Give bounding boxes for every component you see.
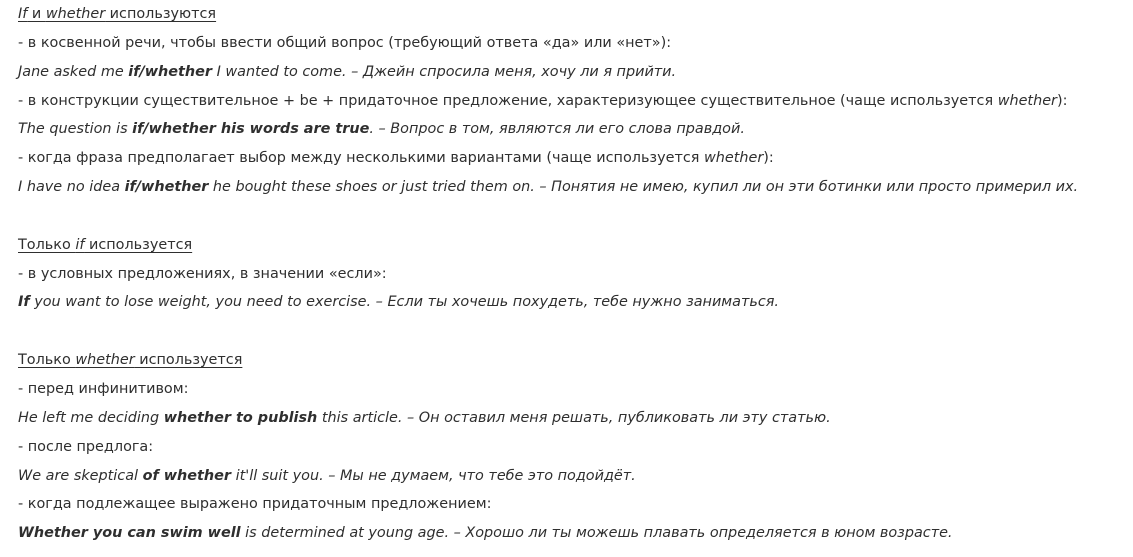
heading-text: используется: [134, 352, 243, 369]
example-text: you want to lose weight, you need to exercise. – Если ты хочешь похудеть, тебе нужно заниматься.: [29, 294, 779, 311]
heading-text: используются: [105, 6, 217, 22]
rule-keyword: whether: [997, 92, 1057, 109]
rule-line: [18, 260, 1133, 289]
example-highlight: whether to publish: [163, 409, 318, 426]
rule-line: [18, 144, 1133, 173]
section-heading-if-and-whether: [18, 0, 1133, 29]
rule-line: [18, 490, 1133, 519]
rule-text: - когда фраза предполагает выбор между несколькими вариантами (чаще используется: [18, 150, 704, 167]
example-line: [18, 58, 1133, 87]
example-highlight: if/whether his words are true: [132, 121, 370, 138]
rule-text: - в косвенной речи, чтобы ввести общий вопрос (требующий ответа «да» или «нет»):: [18, 34, 672, 51]
heading-text: Только: [18, 352, 76, 369]
example-text: it'll suit you. – Мы не думаем, что тебе это подойдёт.: [231, 467, 636, 484]
example-text: The question is: [18, 121, 133, 138]
heading-text: Только: [18, 236, 76, 253]
example-line: [18, 288, 1133, 317]
example-text: this article. – Он оставил меня решать, публиковать ли эту статью.: [317, 409, 831, 426]
rule-text: - после предлога:: [18, 438, 154, 455]
rule-line: [18, 29, 1133, 58]
example-line: [18, 115, 1133, 144]
example-line: [18, 519, 1133, 548]
example-text: he bought these shoes or just tried them on. – Понятия не имею, купил ли он эти ботинки или просто примерил их.: [208, 179, 1079, 196]
heading-keyword: If: [18, 6, 28, 22]
rule-line: [18, 87, 1133, 116]
example-highlight: if/whether: [128, 63, 213, 80]
example-line: [18, 462, 1133, 491]
heading-text: используется: [84, 236, 193, 253]
example-highlight: of whether: [142, 467, 232, 484]
example-text: We are skeptical: [18, 467, 143, 484]
rule-text: - перед инфинитивом:: [18, 380, 189, 397]
rule-text: ):: [1056, 92, 1068, 109]
section-spacer: [18, 317, 1133, 346]
rule-line: [18, 375, 1133, 404]
rule-keyword: whether: [703, 150, 764, 167]
heading-keyword: whether: [75, 352, 135, 369]
example-highlight: Whether you can swim well: [18, 525, 241, 542]
example-text: . – Вопрос в том, являются ли его слова правдой.: [369, 121, 745, 138]
example-line: [18, 173, 1133, 202]
rule-line: [18, 433, 1133, 462]
heading-keyword: if: [75, 236, 85, 253]
section-heading-only-whether: [18, 346, 1133, 375]
rule-text: - в условных предложениях, в значении «если»:: [18, 265, 387, 282]
grammar-notes-document: [18, 0, 1133, 548]
example-text: Jane asked me: [18, 63, 129, 80]
section-spacer: [18, 202, 1133, 231]
example-text: He left me deciding: [18, 409, 164, 426]
example-highlight: if/whether: [124, 179, 209, 196]
heading-keyword: whether: [45, 6, 106, 22]
example-highlight: If: [18, 294, 30, 311]
rule-text: - когда подлежащее выражено придаточным предложением:: [18, 496, 492, 513]
heading-text: и: [27, 6, 46, 22]
rule-text: - в конструкции существительное + be + придаточное предложение, характеризующее существительное (чаще используется: [18, 92, 998, 109]
rule-text: ):: [763, 150, 774, 167]
example-text: is determined at young age. – Хорошо ли ты можешь плавать определяется в юном возрасте.: [240, 525, 953, 542]
example-line: [18, 404, 1133, 433]
section-heading-only-if: [18, 231, 1133, 260]
example-text: I have no idea: [18, 179, 125, 196]
example-text: I wanted to come. – Джейн спросила меня, хочу ли я прийти.: [212, 63, 677, 80]
